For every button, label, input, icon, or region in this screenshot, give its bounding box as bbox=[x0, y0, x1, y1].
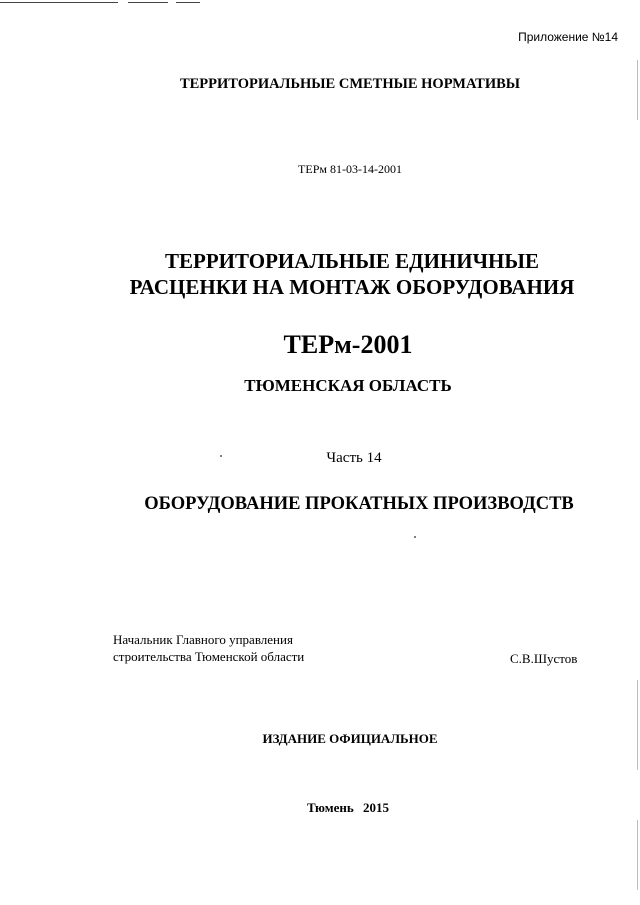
scan-edge-line bbox=[637, 680, 638, 770]
signatory-position-line-2: строительства Тюменской области bbox=[113, 649, 305, 664]
region-title: ТЮМЕНСКАЯ ОБЛАСТЬ bbox=[244, 376, 452, 395]
signatory-position-line-1: Начальник Главного управления bbox=[113, 632, 293, 647]
scan-edge-line bbox=[176, 2, 200, 3]
main-title-line-1: ТЕРРИТОРИАЛЬНЫЕ ЕДИНИЧНЫЕ bbox=[165, 249, 539, 273]
signatory-name: С.В.Шустов bbox=[510, 651, 578, 666]
place-year: Тюмень 2015 bbox=[306, 800, 390, 815]
scan-edge-line bbox=[637, 820, 638, 890]
document-code: ТЕРм 81-03-14-2001 bbox=[298, 162, 402, 176]
part-number: Часть 14 bbox=[326, 450, 382, 466]
scan-edge-line bbox=[0, 2, 118, 3]
signatory-position bbox=[113, 631, 304, 665]
part-title: ОБОРУДОВАНИЕ ПРОКАТНЫХ ПРОИЗВОДСТВ bbox=[144, 494, 574, 514]
short-name: ТЕРм-2001 bbox=[283, 330, 413, 359]
edition-label: ИЗДАНИЕ ОФИЦИАЛЬНОЕ bbox=[262, 731, 438, 746]
scan-speck bbox=[414, 536, 416, 538]
main-title-line-2: РАСЦЕНКИ НА МОНТАЖ ОБОРУДОВАНИЯ bbox=[129, 275, 575, 299]
scan-edge-line bbox=[128, 2, 168, 3]
header-title: ТЕРРИТОРИАЛЬНЫЕ СМЕТНЫЕ НОРМАТИВЫ bbox=[179, 76, 521, 92]
main-title bbox=[0, 248, 640, 300]
appendix-label: Приложение №14 bbox=[518, 30, 618, 44]
